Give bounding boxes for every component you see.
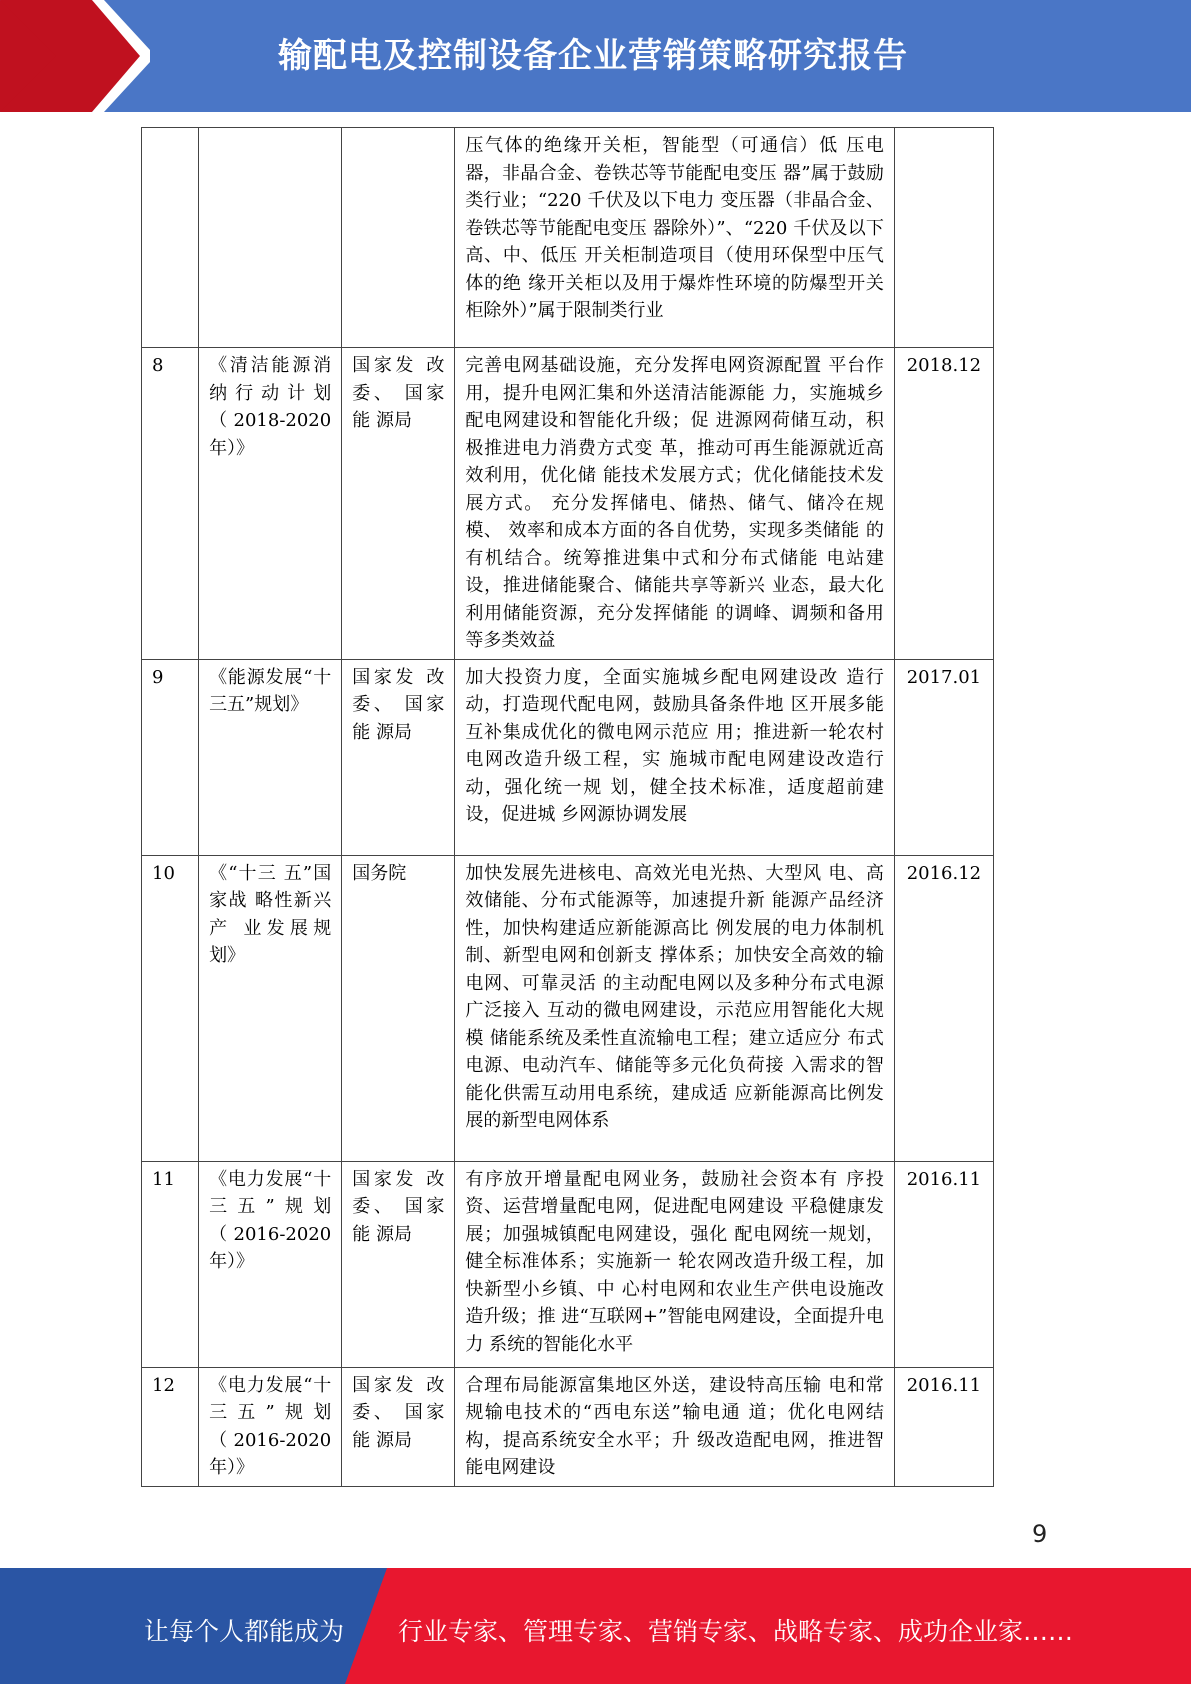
policy-content: 压气体的绝缘开关柜，智能型（可通信）低 压电器，非晶合金、卷铁芯等节能配电变压 器”属于鼓励类行业；“220 千伏及以下电力 变压器（非晶合金、卷铁芯等节能配电变压 器除外）”、“220 千伏及以下高、中、低压 开关柜制造项目（使用环保型中压气体的绝 缘开关柜以及用于爆炸性环境的防爆型开关 柜除外）”属于限制类行业	[455, 128, 895, 348]
table-row	[142, 128, 994, 348]
table-row	[142, 1367, 994, 1486]
policy-content: 合理布局能源富集地区外送，建设特高压输 电和常规输电技术的“西电东送”输电通 道；优化电网结构，提高系统安全水平；升 级改造配电网，推进智能电网建设	[455, 1367, 895, 1486]
policy-name	[199, 128, 342, 348]
row-number: 11	[142, 1161, 199, 1367]
issue-date	[894, 128, 993, 348]
issuing-org	[342, 128, 455, 348]
policy-content: 加大投资力度，全面实施城乡配电网建设改 造行动，打造现代配电网，鼓励具备条件地 区开展多能互补集成优化的微电网示范应 用；推进新一轮农村电网改造升级工程，实 施城市配电网建设改造行动，强化统一规 划，健全技术标准，适度超前建设，促进城 乡网源协调发展	[455, 659, 895, 855]
issuing-org: 国家发 改委、 国家能 源局	[342, 348, 455, 660]
row-number: 8	[142, 348, 199, 660]
table-row	[142, 855, 994, 1161]
table-row	[142, 348, 994, 660]
table-row	[142, 1161, 994, 1367]
header-banner	[0, 0, 1191, 112]
policy-content: 加快发展先进核电、高效光电光热、大型风 电、高效储能、分布式能源等，加速提升新 能源产品经济性，加快构建适应新能源高比 例发展的电力体制机制、新型电网和创新支 撑体系；加快安全高效的输电网、可靠灵活 的主动配电网以及多种分布式电源广泛接入 互动的微电网建设，示范应用智能化大规模 储能系统及柔性直流输电工程；建立适应分 布式电源、电动汽车、储能等多元化负荷接 入需求的智能化供需互动用电系统，建成适 应新能源高比例发展的新型电网体系	[455, 855, 895, 1161]
row-number: 12	[142, 1367, 199, 1486]
issuing-org: 国务院	[342, 855, 455, 1161]
row-number: 10	[142, 855, 199, 1161]
issuing-org: 国家发 改委、 国家能 源局	[342, 659, 455, 855]
policy-name: 《能源发展“十三五”规划》	[199, 659, 342, 855]
footer-banner	[0, 1568, 1191, 1684]
issue-date: 2018.12	[894, 348, 993, 660]
policy-name: 《电力发展“十三五”规划（2016-2020 年）》	[199, 1161, 342, 1367]
issue-date: 2016.11	[894, 1367, 993, 1486]
page-number: 9	[1032, 1520, 1048, 1548]
table-row	[142, 659, 994, 855]
footer-slogan-right: 行业专家、管理专家、营销专家、战略专家、成功企业家……	[398, 1617, 1074, 1646]
report-title: 输配电及控制设备企业营销策略研究报告	[278, 36, 908, 76]
policy-name: 《电力发展“十三五”规划（2016-2020 年）》	[199, 1367, 342, 1486]
row-number	[142, 128, 199, 348]
policy-name: 《清洁能源消纳行动计划（2018-2020 年）》	[199, 348, 342, 660]
footer-slogan-left: 让每个人都能成为	[144, 1617, 345, 1646]
issue-date: 2016.11	[894, 1161, 993, 1367]
issue-date: 2017.01	[894, 659, 993, 855]
policy-content: 完善电网基础设施，充分发挥电网资源配置 平台作用，提升电网汇集和外送清洁能源能 力，实施城乡配电网建设和智能化升级；促 进源网荷储互动，积极推进电力消费方式变 革，推动可再生能源就近高效利用，优化储 能技术发展方式；优化储能技术发展方式。 充分发挥储电、储热、储气、储冷在规模、 效率和成本方面的各自优势，实现多类储能 的有机结合。统筹推进集中式和分布式储能 电站建设，推进储能聚合、储能共享等新兴 业态，最大化利用储能资源，充分发挥储能 的调峰、调频和备用等多类效益	[455, 348, 895, 660]
issue-date: 2016.12	[894, 855, 993, 1161]
policy-name: 《“十三 五”国家战 略性新兴产 业发展规 划》	[199, 855, 342, 1161]
issuing-org: 国家发 改委、 国家能 源局	[342, 1161, 455, 1367]
chevron-decoration-icon	[0, 0, 150, 112]
issuing-org: 国家发 改委、 国家能 源局	[342, 1367, 455, 1486]
policy-content: 有序放开增量配电网业务，鼓励社会资本有 序投资、运营增量配电网，促进配电网建设 平稳健康发展；加强城镇配电网建设，强化 配电网统一规划，健全标准体系；实施新一 轮农网改造升级工程，加快新型小乡镇、中 心村电网和农业生产供电设施改造升级；推 进“互联网+”智能电网建设，全面提升电力 系统的智能化水平	[455, 1161, 895, 1367]
policy-table	[141, 127, 994, 1487]
row-number: 9	[142, 659, 199, 855]
